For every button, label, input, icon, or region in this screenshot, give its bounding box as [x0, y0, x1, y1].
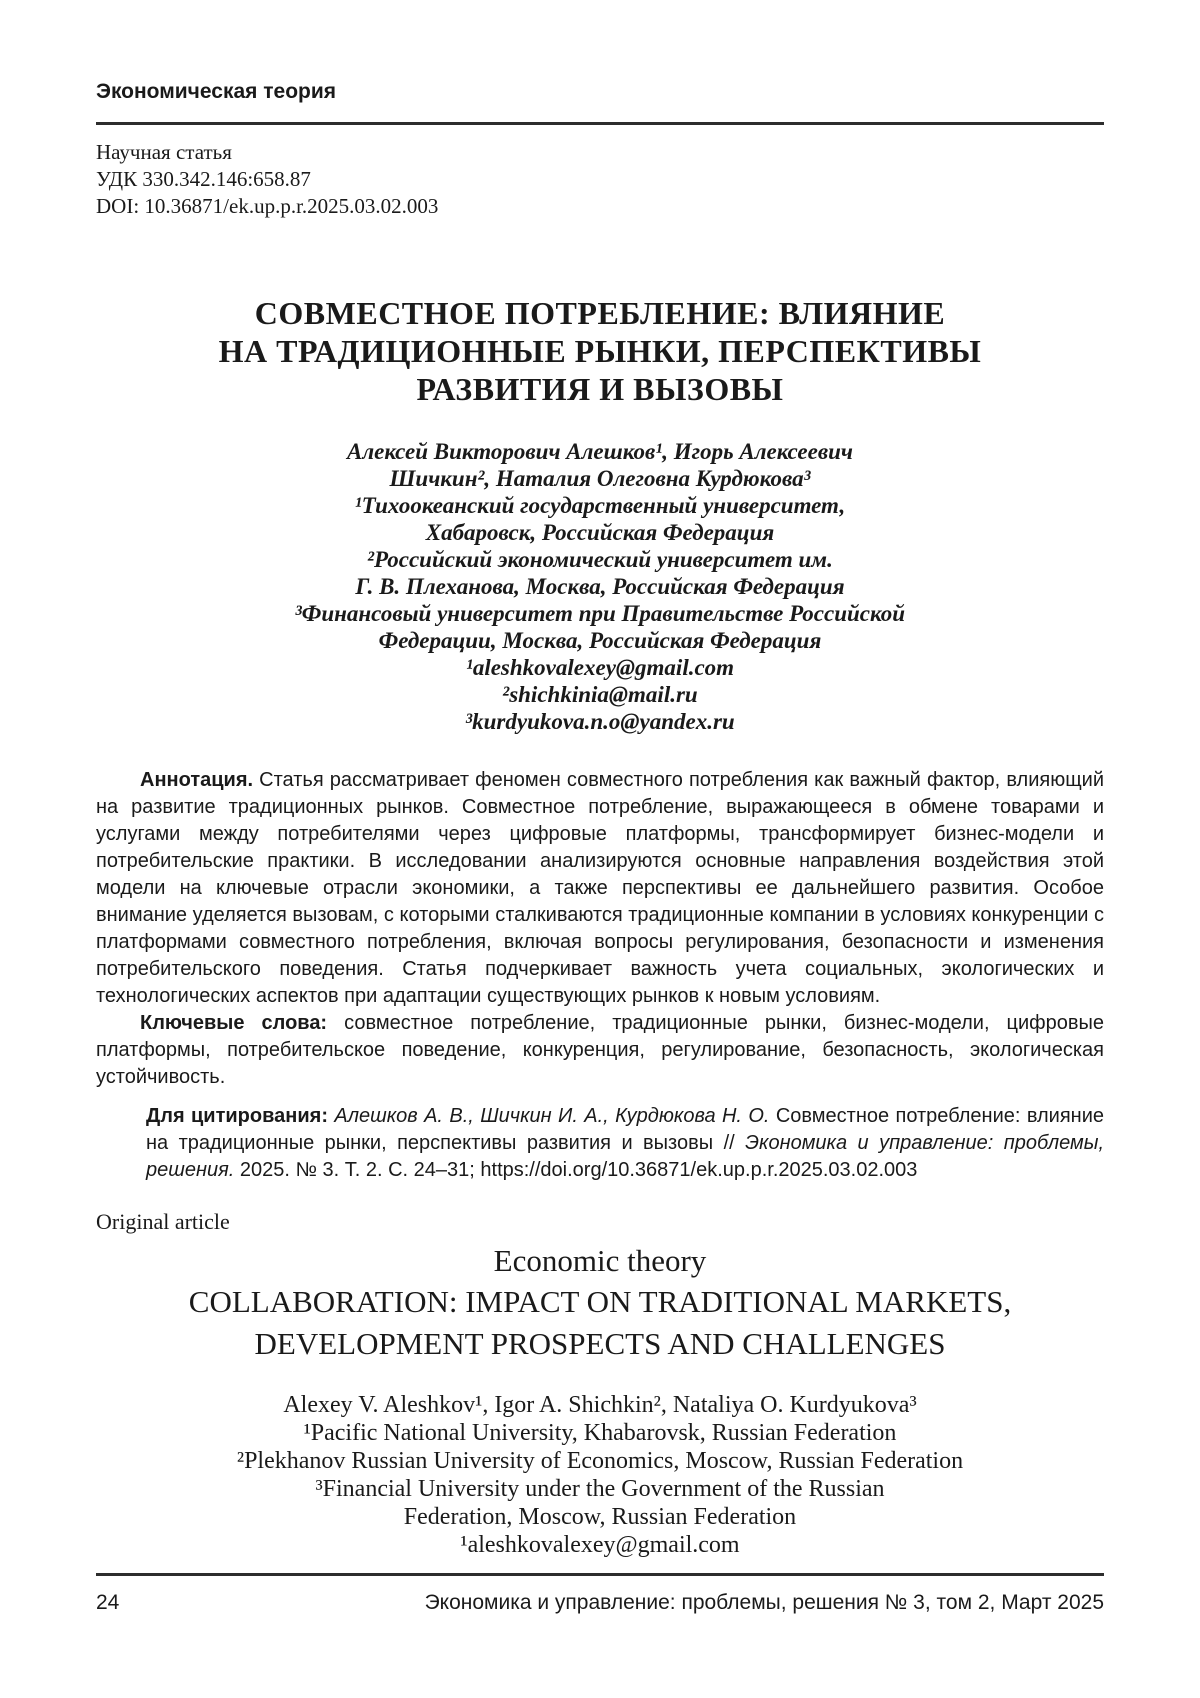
affiliation-en-1: ¹Pacific National University, Khabarovsk, Russian Federation: [303, 1420, 897, 1446]
citation-authors: Алешков А. В., Шичкин И. А., Курдюкова Н. О.: [327, 1105, 770, 1127]
section-rubric: Экономическая теория: [96, 80, 337, 103]
udc-code: УДК 330.342.146:658.87: [96, 167, 311, 191]
article-meta: [96, 139, 1104, 220]
citation-journal: Экономика и управление: проблемы, решения.: [146, 1132, 1104, 1181]
title-ru-line-1: СОВМЕСТНОЕ ПОТРЕБЛЕНИЕ: ВЛИЯНИЕ: [254, 295, 946, 331]
citation-paragraph: [146, 1103, 1104, 1184]
affiliation-en-3b: Federation, Moscow, Russian Federation: [403, 1504, 797, 1530]
keywords-text: совместное потребление, традиционные рынки, бизнес-модели, цифровые платформы, потребительское поведение, конкуренция, регулирование, безопасность, экологическая устойчивость.: [96, 1012, 1105, 1088]
affiliation-ru-3b: Федерации, Москва, Российская Федерация: [378, 628, 822, 653]
authors-en-names: Alexey V. Aleshkov¹, Igor A. Shichkin², Nataliya O. Kurdyukova³: [283, 1392, 917, 1418]
abstract-paragraph: [96, 767, 1104, 1010]
section-rubric-en: Economic theory: [493, 1243, 707, 1278]
citation-label: Для цитирования:: [146, 1105, 328, 1127]
citation-tail: 2025. № 3. Т. 2. С. 24–31; https://doi.org/10.36871/ek.up.p.r.2025.03.02.003: [234, 1159, 918, 1181]
footer-rule: [96, 1573, 1104, 1576]
email-author-1: ¹aleshkovalexey@gmail.com: [465, 655, 735, 680]
title-en-line-2: DEVELOPMENT PROSPECTS AND CHALLENGES: [254, 1326, 946, 1361]
affiliation-en-3a: ³Financial University under the Government of the Russian: [315, 1476, 885, 1502]
title-ru-line-2: НА ТРАДИЦИОННЫЕ РЫНКИ, ПЕРСПЕКТИВЫ: [218, 333, 982, 369]
article-title-ru: [96, 294, 1104, 408]
article-title-en: [96, 1281, 1104, 1365]
doi-line: DOI: 10.36871/ek.up.p.r.2025.03.02.003: [96, 194, 439, 218]
article-type: Научная статья: [96, 140, 232, 164]
affiliation-en-2: ²Plekhanov Russian University of Economics, Moscow, Russian Federation: [236, 1448, 964, 1474]
keywords-label: Ключевые слова:: [140, 1012, 328, 1034]
affiliation-ru-1b: Хабаровск, Российская Федерация: [425, 520, 775, 545]
keywords-paragraph: [96, 1010, 1104, 1091]
email-author-3: ³kurdyukova.n.o@yandex.ru: [465, 709, 735, 734]
affiliation-ru-2b: Г. В. Плеханова, Москва, Российская Федерация: [355, 574, 845, 599]
abstract-label: Аннотация.: [140, 769, 254, 791]
page-footer: [96, 1573, 1104, 1616]
page-number: 24: [96, 1591, 120, 1614]
affiliation-ru-3a: ³Финансовый университет при Правительстве Российской: [294, 601, 906, 626]
email-en-author-1: ¹aleshkovalexey@gmail.com: [460, 1532, 740, 1558]
authors-ru-names-line-1: Алексей Викторович Алешков¹, Игорь Алексеевич: [347, 439, 853, 464]
authors-ru-names-line-2: Шичкин², Наталия Олеговна Курдюкова³: [389, 466, 811, 491]
abstract-text: Статья рассматривает феномен совместного потребления как важный фактор, влияющий на развитие традиционных рынков. Совместное потребление, выражающееся в обмене товарами и услугами между потребителями через цифровые платформы, трансформирует бизнес-модели и потребительские практики. В исследовании анализируются основные направления воздействия этой модели на ключевые отрасли экономики, а также перспективы ее дальнейшего развития. Особое внимание уделяется вызовам, с которыми сталкиваются традиционные компании в условиях конкуренции с платформами совместного потребления, включая вопросы регулирования, безопасности и изменения потребительского поведения. Статья подчеркивает важность учета социальных, экологических и технологических аспектов при адаптации существующих рынков к новым условиям.: [96, 769, 1104, 1007]
header-rule: [96, 122, 1104, 125]
title-en-line-1: COLLABORATION: IMPACT ON TRADITIONAL MARKETS,: [188, 1284, 1012, 1319]
authors-affiliations-ru: [96, 438, 1104, 735]
title-ru-line-3: РАЗВИТИЯ И ВЫЗОВЫ: [416, 371, 784, 407]
original-article-label: Original article: [96, 1209, 230, 1234]
journal-issue-info: Экономика и управление: проблемы, решения № 3, том 2, Март 2025: [424, 1591, 1104, 1614]
citation-title: Совместное потребление: влияние на традиционные рынки, перспективы развития и вызовы //: [146, 1105, 1104, 1154]
abstract-keywords-block: [96, 767, 1104, 1091]
authors-affiliations-en: [96, 1391, 1104, 1559]
footer-row: [96, 1590, 1104, 1616]
affiliation-ru-2a: ²Российский экономический университет им.: [367, 547, 833, 572]
affiliation-ru-1a: ¹Тихоокеанский государственный университет,: [354, 493, 846, 518]
email-author-2: ²shichkinia@mail.ru: [502, 682, 698, 707]
